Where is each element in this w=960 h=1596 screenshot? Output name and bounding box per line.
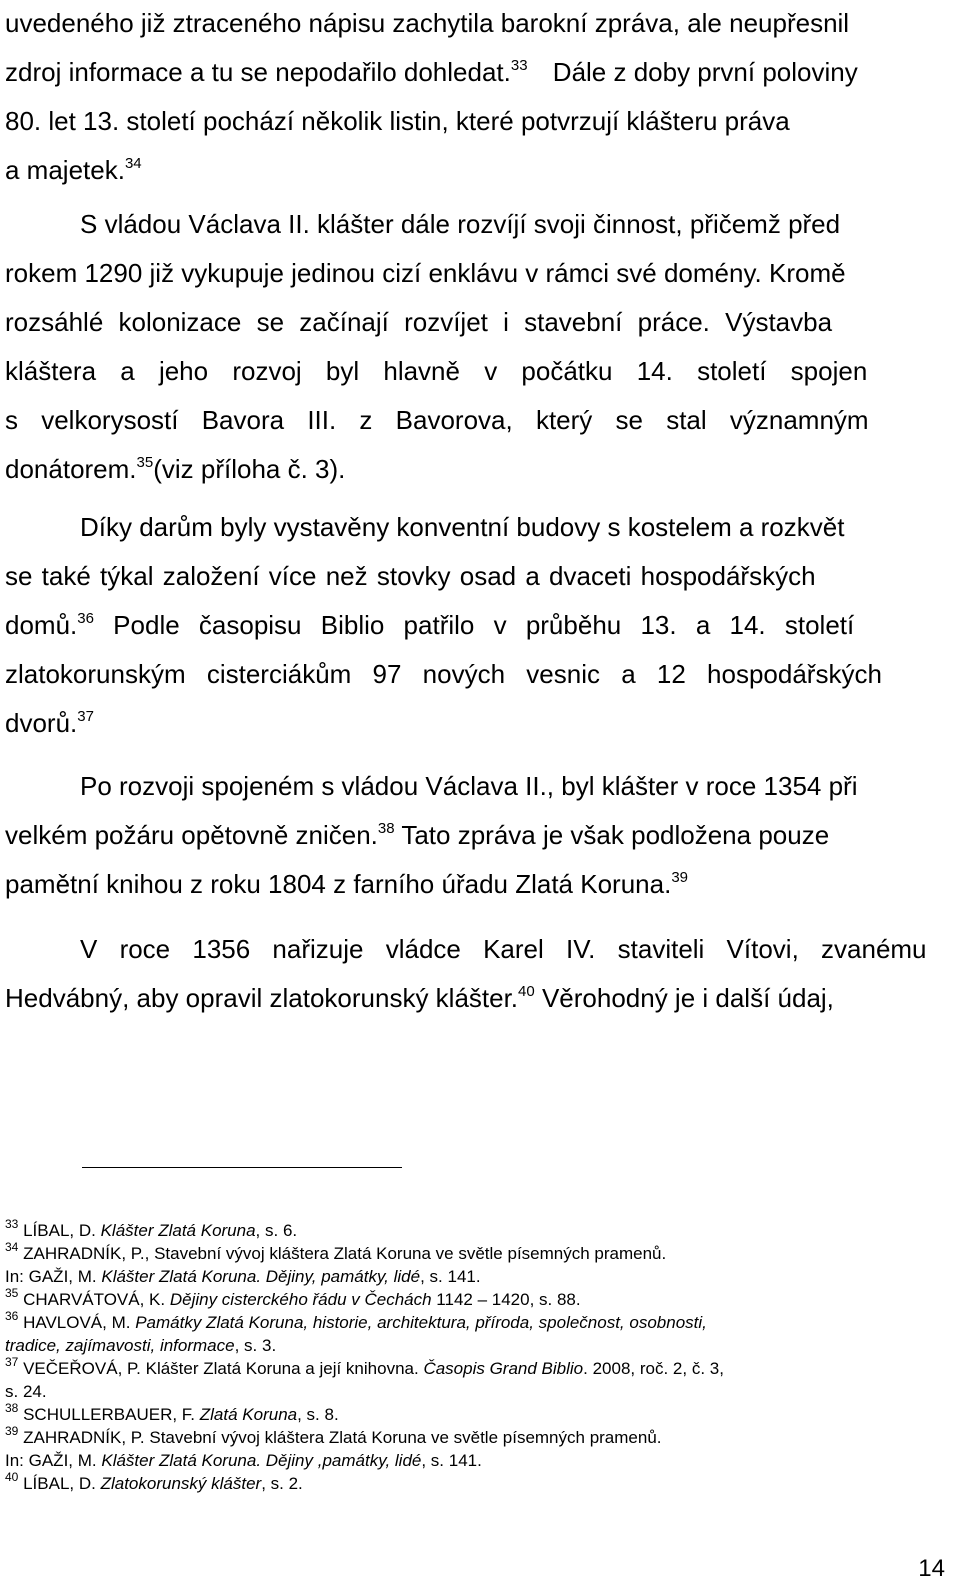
footnote-text: ZAHRADNÍK, P. Stavební vývoj kláštera Zlatá Koruna ve světle písemných pramenů.	[23, 1428, 662, 1447]
text-line: 80. let 13. století pochází několik listin, které potvrzují klášteru práva	[5, 106, 790, 136]
footnote-line	[5, 1380, 957, 1403]
text-line: a majetek.$^{34}$	[5, 155, 142, 185]
footnote-ref[interactable]: 38	[377, 820, 395, 837]
footnote-text: , s. 141.	[421, 1451, 482, 1470]
footnote-text: , s. 6.	[255, 1221, 298, 1240]
text-line: rokem 1290 již vykupuje jedinou cizí enklávu v rámci své domény. Kromě	[5, 258, 846, 288]
footnote-number: 33	[5, 1217, 19, 1231]
text-line: pamětní knihou z roku 1804 z farního úřadu Zlatá Koruna.$^{39}$	[5, 869, 688, 899]
footnote-text: Památky Zlatá Koruna, historie, architektura, příroda, společnost, osobnosti,	[135, 1313, 707, 1332]
footnote-text: CHARVÁTOVÁ, K.	[23, 1290, 170, 1309]
footnotes	[5, 1219, 957, 1495]
footnote-line	[5, 1357, 957, 1380]
text-line: zdroj informace a tu se nepodařilo dohledat.$^{33}$ Dále z doby první poloviny	[5, 57, 858, 87]
text-line: V roce 1356 nařizuje vládce Karel IV. staviteli Vítovi, zvanému	[80, 934, 927, 964]
paragraph-4	[5, 762, 957, 909]
footnote-text: tradice, zajímavosti, informace	[5, 1336, 235, 1355]
footnote-line	[5, 1311, 957, 1334]
footnote-ref[interactable]: 33	[510, 57, 528, 74]
footnote-number: 36	[5, 1309, 19, 1323]
footnote-text: 1142 – 1420, s. 88.	[431, 1290, 581, 1309]
footnote-number: 39	[5, 1424, 19, 1438]
footnote-text: VEČEŘOVÁ, P. Klášter Zlatá Koruna a její knihovna.	[23, 1359, 424, 1378]
footnote-line	[5, 1449, 957, 1472]
footnote-text: HAVLOVÁ, M.	[23, 1313, 136, 1332]
footnote-text: ZAHRADNÍK, P., Stavební vývoj kláštera Zlatá Koruna ve světle písemných pramenů.	[23, 1244, 667, 1263]
footnote-separator	[82, 1167, 402, 1168]
text-line: kláštera a jeho rozvoj byl hlavně v počátku 14. století spojen	[5, 356, 868, 386]
text-line: uvedeného již ztraceného nápisu zachytila barokní zpráva, ale neupřesnil	[5, 8, 850, 38]
footnote-text: Zlatá Koruna	[199, 1405, 298, 1424]
footnote-ref[interactable]: 39	[671, 869, 688, 886]
paragraph-1	[5, 0, 957, 195]
text-line: Hedvábný, aby opravil zlatokorunský klášter.$^{40}$ Věrohodný je i další údaj,	[5, 983, 834, 1013]
footnote-number: 37	[5, 1355, 19, 1369]
footnote-ref[interactable]: 37	[77, 708, 94, 725]
footnote-ref[interactable]: 40	[518, 983, 535, 1000]
document-page	[5, 0, 957, 1596]
footnote-line	[5, 1472, 957, 1495]
footnote-ref[interactable]: 34	[124, 155, 142, 172]
footnote-text: , s. 8.	[297, 1405, 339, 1424]
footnote-line	[5, 1288, 957, 1311]
text-line: se také týkal založení více než stovky osad a dvaceti hospodářských	[5, 561, 816, 591]
paragraph-5	[5, 925, 957, 1023]
text-line: s velkorysostí Bavora III. z Bavorova, který se stal významným	[5, 405, 869, 435]
text-line: Po rozvoji spojeném s vládou Václava II., byl klášter v roce 1354 při	[80, 771, 858, 801]
paragraph-2	[5, 200, 957, 494]
footnote-number: 35	[5, 1286, 19, 1300]
footnote-text: , s. 2.	[261, 1474, 303, 1493]
text-line: Díky darům byly vystavěny konventní budovy s kostelem a rozkvět	[80, 512, 845, 542]
text-line: rozsáhlé kolonizace se začínají rozvíjet i stavební práce. Výstavba	[5, 307, 833, 337]
footnote-line	[5, 1242, 957, 1265]
footnote-line	[5, 1219, 957, 1242]
footnote-text: Klášter Zlatá Koruna. Dějiny, památky, lidé	[101, 1267, 421, 1286]
footnote-number: 40	[5, 1470, 19, 1484]
footnote-ref[interactable]: 35	[136, 454, 154, 471]
text-line: dvorů.$^{37}$	[5, 708, 94, 738]
text-line: S vládou Václava II. klášter dále rozvíjí svoji činnost, přičemž před	[80, 209, 841, 239]
footnote-text: Časopis Grand Biblio	[423, 1359, 584, 1378]
footnote-line	[5, 1265, 957, 1288]
footnote-text: , s. 3.	[234, 1336, 277, 1355]
footnote-line	[5, 1403, 957, 1426]
footnote-text: s. 24.	[5, 1382, 47, 1401]
footnote-text: Klášter Zlatá Koruna. Dějiny ,památky, lidé	[101, 1451, 422, 1470]
footnote-text: LÍBAL, D.	[23, 1474, 101, 1493]
footnote-text: In: GAŽI, M.	[5, 1451, 102, 1470]
footnote-line	[5, 1426, 957, 1449]
footnote-text: , s. 141.	[420, 1267, 481, 1286]
footnote-text: SCHULLERBAUER, F.	[23, 1405, 200, 1424]
footnote-number: 38	[5, 1401, 19, 1415]
text-line: domů.$^{36}$ Podle časopisu Biblio patřilo v průběhu 13. a 14. století	[5, 610, 855, 640]
text-line: zlatokorunským cisterciákům 97 nových vesnic a 12 hospodářských	[5, 659, 882, 689]
footnote-text: LÍBAL, D.	[23, 1221, 101, 1240]
footnote-text: In: GAŽI, M.	[5, 1267, 102, 1286]
footnote-text: . 2008, roč. 2, č. 3,	[583, 1359, 724, 1378]
footnote-line	[5, 1334, 957, 1357]
footnote-text: Klášter Zlatá Koruna	[100, 1221, 256, 1240]
footnote-number: 34	[5, 1240, 19, 1254]
footnote-text: Dějiny cisterckého řádu v Čechách	[169, 1290, 432, 1309]
paragraph-3	[5, 503, 957, 748]
text-line: donátorem.$^{35}$(viz příloha č. 3).	[5, 454, 346, 484]
footnote-text: Zlatokorunský klášter	[100, 1474, 262, 1493]
footnote-ref[interactable]: 36	[77, 610, 94, 627]
page-number: 14	[918, 1555, 945, 1582]
text-line: velkém požáru opětovně zničen.$^{38}$ Tato zpráva je však podložena pouze	[5, 820, 830, 850]
